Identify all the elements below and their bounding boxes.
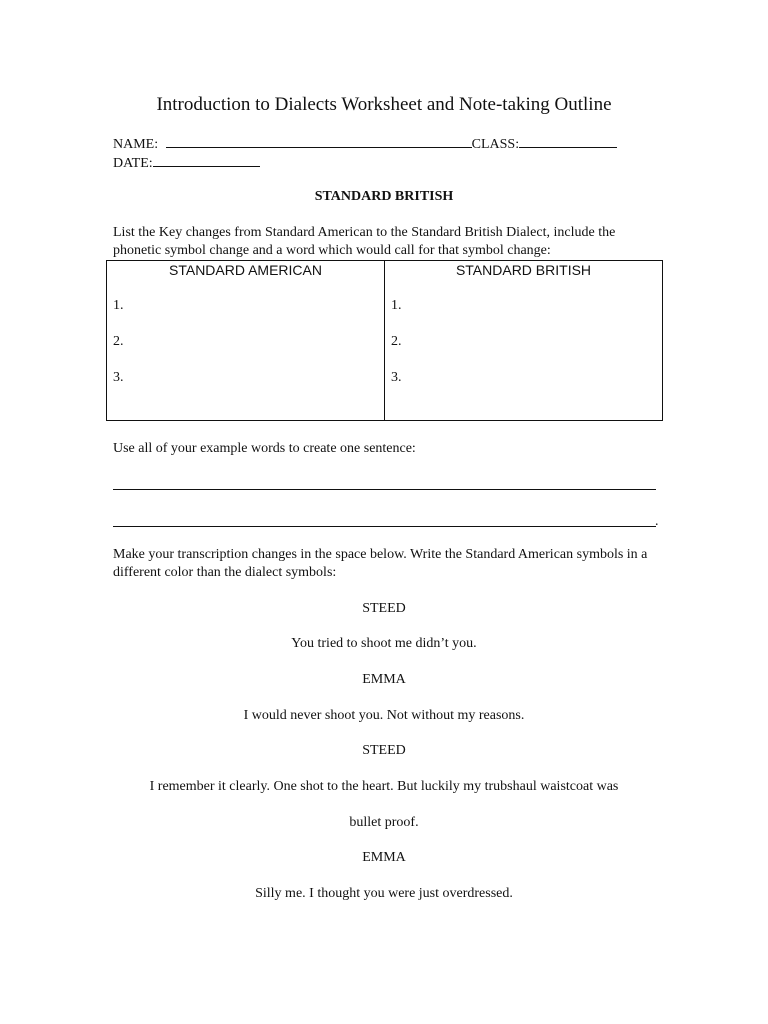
section-heading: STANDARD BRITISH (314, 189, 454, 204)
name-label: NAME: (113, 137, 159, 152)
date-row (113, 153, 260, 173)
script-line: You tried to shoot me didn’t you. (291, 636, 477, 651)
class-blank (519, 134, 617, 148)
standard-british-cell (385, 261, 663, 421)
speaker-emma: EMMA (362, 672, 406, 687)
answer-line-1 (113, 489, 656, 490)
american-item-1: 1. (113, 298, 124, 313)
class-label: CLASS: (471, 137, 520, 152)
british-item-3: 3. (391, 370, 402, 385)
instructions-sentence: Use all of your example words to create one sentence: (113, 441, 416, 456)
british-item-2: 2. (391, 334, 402, 349)
british-item-1: 1. (391, 298, 402, 313)
date-blank (153, 153, 260, 167)
speaker-steed: STEED (362, 601, 406, 616)
script-line: bullet proof. (349, 815, 419, 830)
american-item-3: 3. (113, 370, 124, 385)
standard-american-header: STANDARD AMERICAN (169, 262, 322, 278)
script-line: Silly me. I thought you were just overdressed. (255, 886, 513, 901)
speaker-steed: STEED (362, 743, 406, 758)
speaker-emma: EMMA (362, 850, 406, 865)
instructions-transcription: Make your transcription changes in the space below. Write the Standard American symbols in a different color than the dialect symbols: (113, 547, 648, 580)
american-item-2: 2. (113, 334, 124, 349)
script-line: I would never shoot you. Not without my reasons. (243, 708, 525, 723)
name-blank (166, 134, 472, 148)
standard-british-header: STANDARD BRITISH (455, 262, 592, 278)
date-label: DATE: (113, 156, 153, 171)
page-title: Introduction to Dialects Worksheet and Note-taking Outline (156, 94, 612, 115)
line-end-period: . (655, 514, 659, 529)
script-line: I remember it clearly. One shot to the heart. But luckily my trubshaul waistcoat was (149, 779, 619, 794)
answer-line-2 (113, 526, 656, 527)
instructions-key-changes: List the Key changes from Standard American to the Standard British Dialect, include the phonetic symbol change and a word which would call for that symbol change: (113, 225, 616, 258)
comparison-table (106, 260, 663, 421)
standard-american-cell (107, 261, 385, 421)
name-class-row (113, 134, 617, 154)
